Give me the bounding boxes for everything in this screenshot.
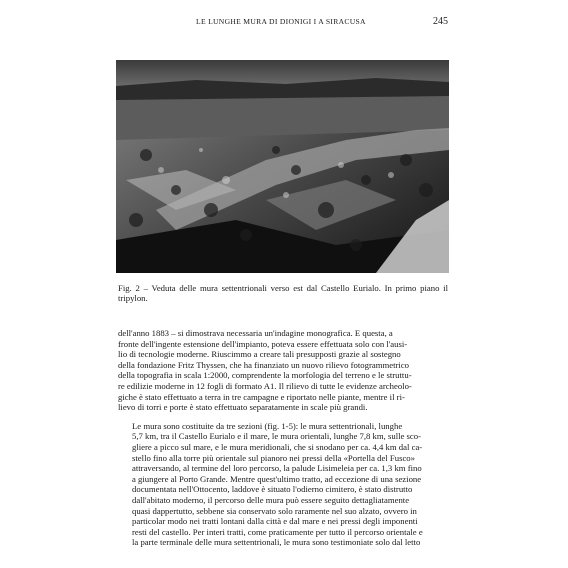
text-line: stello fino alla torre più orientale sul pianoro nei pressi della «Portella del Fusco» [132,452,415,463]
text-line: lievo di torri e porte è stato effettuato separatamente in scale più grandi. [118,402,368,413]
page-number: 245 [433,16,448,27]
text-line: gliere a picco sul mare, e le mura meridionali, che si snodano per ca. 4,4 km dal ca- [132,441,423,452]
text-line: 5,7 km, tra il Castello Eurialo e il mare, le mura orientali, lunghe 7,8 km, sulle sco- [132,431,422,442]
text-line: resti del castello. Per interi tratti, come praticamente per tutto il percorso orientale e [132,526,423,537]
text-line: Le mura sono costituite da tre sezioni (fig. 1-5): le mura settentrionali, lunghe [132,420,403,431]
text-line: attraversando, al termine del loro percorso, la palude Lisimeleia per ca. 1,3 km fino [132,463,422,474]
running-header [118,16,448,27]
figure-caption: Fig. 2 – Veduta delle mura settentrionali verso est dal Castello Eurialo. In primo piano il tripylon. [118,283,448,304]
text-line: a giungere al Porto Grande. Mentre quest'ultimo tratto, ad eccezione di una sezione [132,473,422,484]
text-line: della topografia in scala 1:2000, comprendente la morfologia del terreno e le struttu- [118,370,412,381]
text-line: re edilizie moderne in 12 fogli di formato A1. Il rilievo di tutte le evidenze archeolo- [118,380,412,391]
body-text [118,328,448,548]
text-line: fronte dell'ingente estensione dell'impianto, poteva essere effettuata solo con l'ausi- [118,338,408,349]
text-line: lio di tecnologie moderne. Riuscimmo a creare tali presupposti grazie al sostegno [118,349,401,360]
text-line: dell'anno 1883 – si dimostrava necessaria un'indagine monografica. E questa, a [118,328,393,338]
text-line: documentata nell'Ottocento, laddove è situato l'odierno cimitero, è stato distrutto [132,484,413,495]
text-line: la parte terminale delle mura settentrionali, le mura sono testimoniate solo dal letto [132,537,421,548]
text-line: della fondazione Fritz Thyssen, che ha finanziato un nuovo rilievo fotogrammetrico [118,359,410,370]
text-line: dall'abitato moderno, il percorso delle mura può essere seguito dettagliatamente [132,494,410,505]
running-title: LE LUNGHE MURA DI DIONIGI I A SIRACUSA [196,17,366,26]
text-line: particolar modo nei tratti lontani dalla città e dal mare e nei pressi degli imponenti [132,516,418,527]
text-line: quasi dappertutto, sebbene sia conservato solo raramente nel suo alzato, ovvero in [132,505,417,516]
landscape-photo [116,60,449,273]
figure-photo [116,60,449,273]
text-line: giche è stato effettuato a terra in tre campagne e riportato nelle piante, mentre il ri- [118,391,405,402]
paragraph-1 [118,328,448,413]
paragraph-2 [118,421,448,548]
